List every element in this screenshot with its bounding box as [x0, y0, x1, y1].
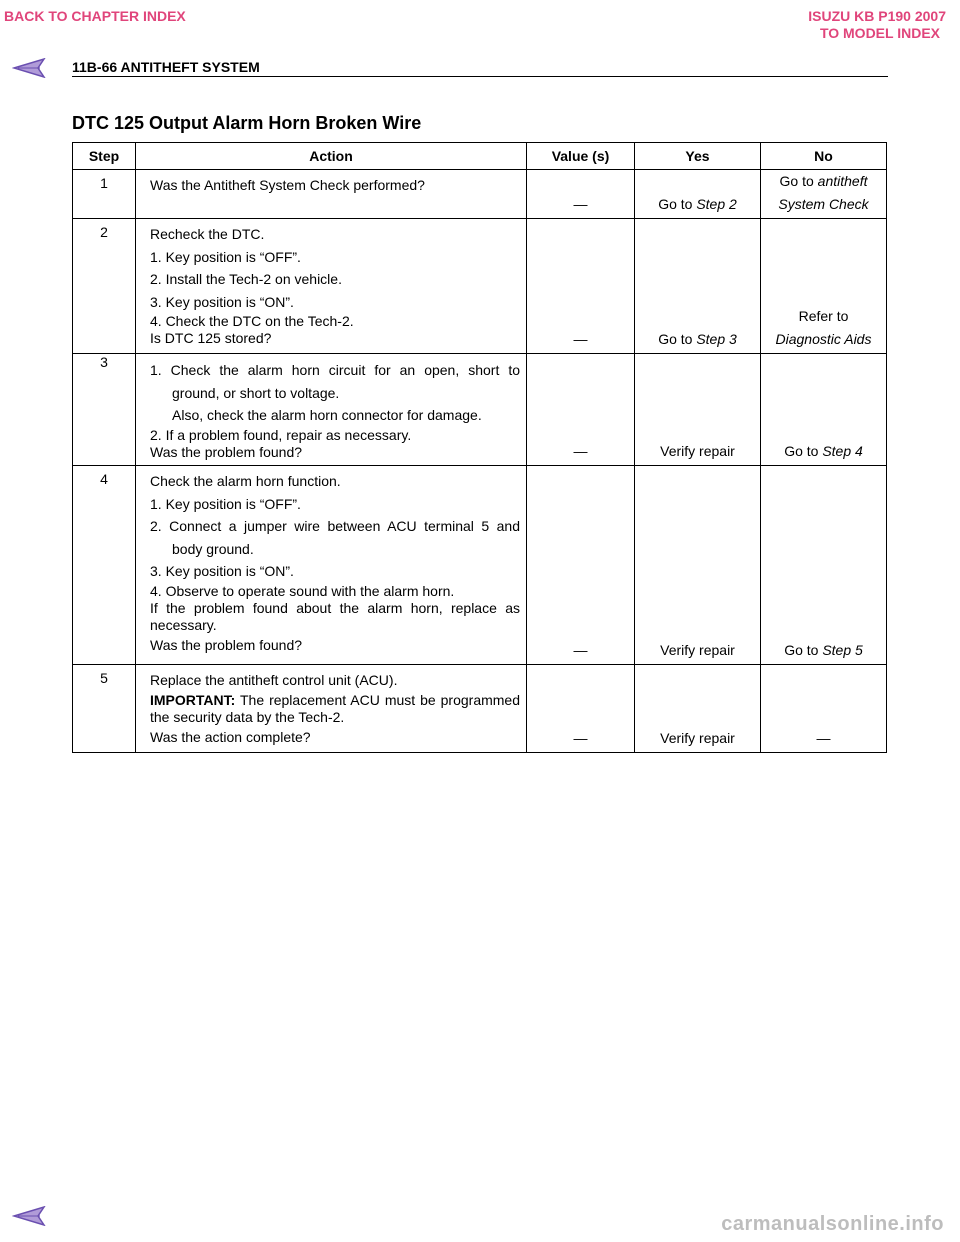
- action-step-item: 1. Key position is “OFF”.: [150, 248, 301, 265]
- value-cell: —: [527, 354, 635, 466]
- yes-cell[interactable]: Verify repair: [635, 466, 761, 665]
- back-arrow-icon[interactable]: [12, 58, 46, 78]
- action-cell: Check the alarm horn function. 1. Key position is “OFF”. 2. Connect a jumper wire between ACU terminal 5 and body ground. 3. Key position is “ON”. 4. Observe to operate sound with the alarm horn. If the problem found about the alarm horn, replace as necessary. Was the problem found?: [136, 466, 527, 665]
- action-question: Was the problem found?: [150, 443, 303, 460]
- to-model-index-link[interactable]: TO MODEL INDEX: [819, 25, 940, 41]
- table-row: [73, 665, 887, 753]
- no-cell: —: [761, 665, 887, 753]
- back-to-chapter-index-link[interactable]: BACK TO CHAPTER INDEX: [4, 8, 186, 24]
- action-step-item: 4. Observe to operate sound with the alarm horn.: [150, 582, 455, 599]
- model-index-block: [808, 8, 946, 42]
- col-header-no: No: [761, 143, 887, 170]
- diagnostic-table: [72, 142, 887, 753]
- no-cell[interactable]: Go to Step 4: [761, 354, 887, 466]
- table-row: [73, 466, 887, 665]
- col-header-yes: Yes: [635, 143, 761, 170]
- no-cell[interactable]: Go to antitheft System Check: [761, 170, 887, 219]
- step-cell: 2: [73, 219, 136, 354]
- action-question: Was the action complete?: [150, 728, 311, 745]
- watermark-logo: carmanualsonline.info: [721, 1213, 944, 1235]
- important-note: IMPORTANT: The replacement ACU must be programmed the security data by the Tech-2.: [150, 691, 520, 725]
- table-row: [73, 219, 887, 354]
- no-cell[interactable]: Refer to Diagnostic Aids: [761, 219, 887, 354]
- action-note: If the problem found about the alarm horn, replace as necessary.: [150, 599, 520, 633]
- table-row: [73, 354, 887, 466]
- step-cell: 1: [73, 170, 136, 219]
- page-title: DTC 125 Output Alarm Horn Broken Wire: [72, 113, 422, 133]
- yes-cell[interactable]: Go to Step 2: [635, 170, 761, 219]
- step-cell: 5: [73, 665, 136, 753]
- action-step-item: 1. Key position is “OFF”.: [150, 495, 301, 512]
- action-step-item: 1. Check the alarm horn circuit for an open, short to ground, or short to voltage.: [150, 362, 520, 401]
- brand-model-label[interactable]: ISUZU KB P190 2007: [808, 8, 946, 24]
- table-header-row: [73, 143, 887, 170]
- action-cell: 1. Check the alarm horn circuit for an open, short to ground, or short to voltage. Also, check the alarm horn connector for damage. 2. If a problem found, repair as necessary. Was the problem found?: [136, 354, 527, 466]
- value-cell: —: [527, 219, 635, 354]
- action-cell: Recheck the DTC. 1. Key position is “OFF”. 2. Install the Tech-2 on vehicle. 3. Key position is “ON”. 4. Check the DTC on the Tech-2. Is DTC 125 stored?: [136, 219, 527, 354]
- action-cell: [136, 170, 527, 219]
- yes-cell[interactable]: Verify repair: [635, 665, 761, 753]
- step-cell: 3: [73, 354, 136, 466]
- value-cell: —: [527, 466, 635, 665]
- action-step-item: 3. Key position is “ON”.: [150, 293, 294, 310]
- yes-cell[interactable]: Verify repair: [635, 354, 761, 466]
- action-question: Is DTC 125 stored?: [150, 330, 272, 346]
- section-header: 11B-66 ANTITHEFT SYSTEM: [72, 59, 260, 75]
- action-step-item: 2. Install the Tech-2 on vehicle.: [150, 271, 342, 287]
- action-step-item: 2. Connect a jumper wire between ACU terminal 5 and body ground.: [150, 518, 520, 557]
- col-header-value: Value (s): [527, 143, 635, 170]
- value-cell: —: [527, 170, 635, 219]
- table-row: [73, 170, 887, 219]
- action-step-item: 3. Key position is “ON”.: [150, 563, 294, 579]
- action-step-item: 4. Check the DTC on the Tech-2.: [150, 313, 354, 329]
- col-header-step: Step: [73, 143, 136, 170]
- action-cell: Replace the antitheft control unit (ACU). IMPORTANT: The replacement ACU must be programmed the security data by the Tech-2. Was the action complete?: [136, 665, 527, 753]
- step-cell: 4: [73, 466, 136, 665]
- no-cell[interactable]: Go to Step 5: [761, 466, 887, 665]
- value-cell: —: [527, 665, 635, 753]
- back-arrow-icon[interactable]: [12, 1206, 46, 1226]
- action-question: Was the problem found?: [150, 636, 303, 653]
- col-header-action: Action: [136, 143, 527, 170]
- header-divider: [72, 76, 888, 77]
- action-step-item: 2. If a problem found, repair as necessary.: [150, 426, 412, 443]
- yes-cell[interactable]: Go to Step 3: [635, 219, 761, 354]
- action-text: Was the Antitheft System Check performed?: [150, 177, 425, 193]
